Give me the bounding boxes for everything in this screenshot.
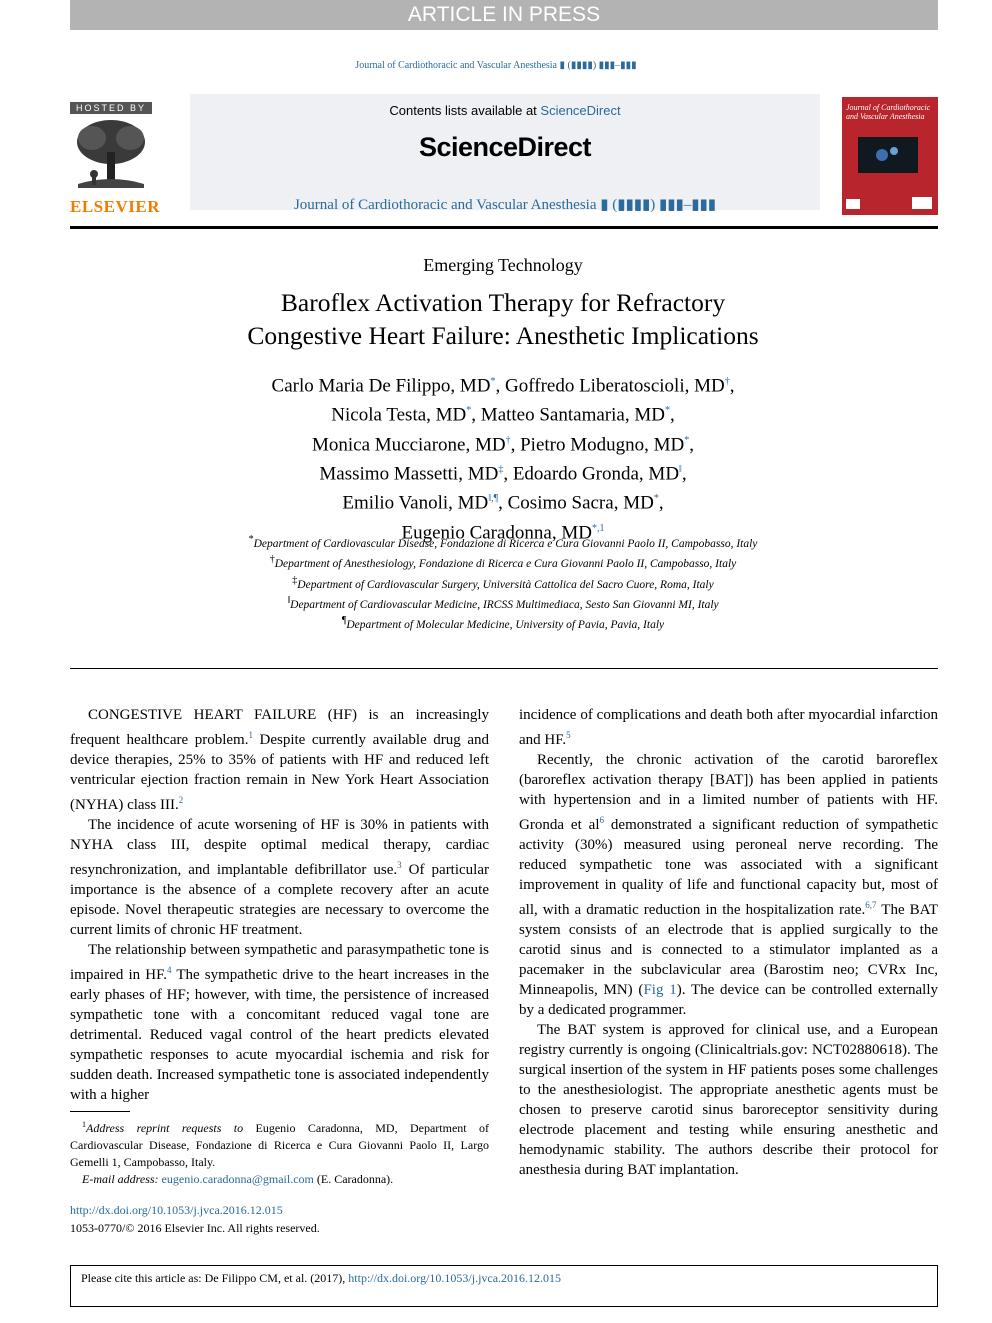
author-affil-mark[interactable]: ‖	[679, 463, 682, 475]
author-affil-mark[interactable]: *,1	[591, 522, 605, 534]
footnote-rule	[70, 1111, 130, 1112]
author-name: Edoardo Gronda, MD	[512, 463, 680, 485]
citation-box	[70, 1265, 938, 1307]
body-text: demonstrated a significant reduction of sympathetic activity (30%) measured using peroneal nerve recording. The reduced sympathetic tone was associated with a significant improvement in quality of life and functional capacity but, most of all, with a dramatic reduction in the hospitalization rate.	[519, 817, 938, 918]
affiliation-text: Department of Cardiovascular Surgery, Università Cattolica del Sacro Cuore, Roma, Italy	[297, 578, 714, 591]
body-paragraph	[70, 705, 489, 815]
author-name: Goffredo Liberatoscioli, MD	[505, 375, 725, 397]
citation-text	[81, 1271, 561, 1286]
body-text: The incidence of acute worsening of HF is 30% in patients with NYHA class III, despite optimal medical therapy, cardiac resynchronization, and implantable defibrillator use.	[70, 817, 489, 878]
sciencedirect-link[interactable]: ScienceDirect	[540, 103, 621, 118]
affiliation-mark: ‡	[292, 574, 298, 586]
author-line	[0, 457, 992, 486]
author-separator: ,	[498, 492, 508, 514]
header-rule	[70, 226, 938, 229]
sciencedirect-brand[interactable]: ScienceDirect	[418, 132, 592, 162]
email-suffix: (E. Caradonna).	[313, 1172, 394, 1186]
author-separator: ,	[729, 375, 735, 397]
cover-title: Journal of Cardiothoracic and Vascular Anesthesia	[846, 103, 931, 121]
author-separator: ,	[471, 404, 481, 426]
body-text: incidence of complications and death both after myocardial infarction and HF.	[519, 707, 938, 748]
journal-cover-image[interactable]	[842, 97, 938, 215]
author-affil-mark[interactable]: †	[724, 376, 730, 387]
author-line	[0, 428, 992, 457]
author-separator: ,	[503, 463, 513, 485]
citation-link[interactable]: 6,7	[865, 900, 877, 910]
author-name: Monica Mucciarone, MD	[311, 433, 506, 455]
email-label: E-mail address:	[82, 1172, 159, 1186]
author-separator: ,	[658, 492, 664, 514]
body-paragraph	[519, 705, 938, 750]
affiliation-mark: ¶	[341, 615, 347, 627]
title-line-1: Baroflex Activation Therapy for Refractory	[280, 288, 726, 317]
citation-prefix: Please cite this article as: De Filippo CM, et al. (2017),	[81, 1271, 349, 1285]
correspondence-footnote	[70, 1116, 489, 1188]
footnote-address-text: Eugenio Caradonna, MD, Department of Cardiovascular Disease, Fondazione di Ricerca e Cura Giovanni Paolo II, Largo Gemelli 1, Campobasso, Italy.	[70, 1121, 489, 1169]
author-affil-mark[interactable]: *	[684, 434, 690, 446]
citation-link[interactable]: 4	[166, 965, 172, 975]
citation-link[interactable]: 5	[566, 730, 571, 740]
affiliation-text: Department of Anesthesiology, Fondazione di Ricerca e Cura Giovanni Paolo II, Campobasso, Italy	[274, 558, 737, 571]
body-text: Of particular importance is the absence of a complete recovery after an acute episode. Novel therapeutic strategies are necessary to overcome the current limits of chronic HF treatment.	[70, 862, 489, 938]
body-text: ). The device can be controlled externally by a dedicated programmer.	[519, 982, 938, 1018]
footnote-mark: 1	[82, 1120, 86, 1129]
publisher-logo-block[interactable]	[70, 102, 160, 216]
author-affil-mark[interactable]: *	[490, 376, 496, 387]
doi-link[interactable]: http://dx.doi.org/10.1053/j.jvca.2016.12.015	[70, 1203, 283, 1217]
footnote-address	[70, 1116, 489, 1171]
body-text: The relationship between sympathetic and parasympathetic tone is impaired in HF.	[70, 942, 489, 983]
body-column-right	[519, 705, 938, 1180]
body-text: The sympathetic drive to the heart increases in the early phases of HF; however, with time, the persistence of increased sympathetic tone with a concomitant reduced vagal tone are detrimental. Reduced vagal control of the heart predicts elevated sympathetic responses to acute myocardial ischemia and risk for sudden death. Increased sympathetic tone is associated independently with a higher	[70, 967, 489, 1103]
author-separator: ,	[495, 375, 506, 397]
affiliation-item	[0, 573, 992, 593]
issn-copyright: 1053-0770/© 2016 Elsevier Inc. All rights reserved.	[70, 1221, 320, 1235]
affiliation-mark: †	[269, 554, 275, 566]
affiliation-text: Department of Cardiovascular Medicine, IRCSS Multimediaca, Sesto San Giovanni MI, Italy	[290, 598, 719, 611]
elsevier-wordmark: ELSEVIER	[70, 197, 160, 216]
affiliation-item	[0, 532, 992, 552]
title-line-2: Congestive Heart Failure: Anesthetic Implications	[247, 321, 759, 350]
affiliation-item	[0, 552, 992, 572]
hosted-by-label: HOSTED BY	[70, 102, 152, 114]
body-paragraph: The BAT system is approved for clinical use, and a European registry currently is ongoing (Clinicaltrials.gov: NCT02880618). The surgical insertion of the system in HF patients poses some challenges to the anesthesiologist. The appropriate anesthetic agents must be chosen to preserve carotid sinus baroreceptor sensitivity during electrode placement and testing while ensuring anesthetic and hemodynamic stability. The authors describe their protocol for anesthesia during BAT implantation.	[519, 1022, 938, 1178]
figure-link[interactable]: Fig 1	[643, 982, 677, 998]
affiliation-item	[0, 613, 992, 633]
affiliation-mark: ‖	[287, 594, 291, 606]
citation-link[interactable]: 3	[397, 860, 402, 870]
author-name: Matteo Santamaria, MD	[480, 404, 665, 426]
citation-doi-link[interactable]: http://dx.doi.org/10.1053/j.jvca.2016.12.015	[348, 1271, 562, 1285]
contents-line	[190, 103, 820, 118]
article-category: Emerging Technology	[423, 255, 583, 275]
body-paragraph	[70, 815, 489, 940]
cover-graphic-icon	[842, 97, 938, 215]
author-name: Massimo Massetti, MD	[319, 463, 499, 485]
affiliation-text: Department of Molecular Medicine, University of Pavia, Pavia, Italy	[346, 619, 665, 632]
affiliation-item	[0, 593, 992, 613]
author-affil-mark[interactable]: †	[505, 434, 511, 446]
author-separator: ,	[689, 433, 695, 455]
author-line	[0, 486, 992, 515]
author-list	[0, 369, 992, 545]
email-link[interactable]: eugenio.caradonna@gmail.com	[161, 1172, 314, 1186]
author-affil-mark[interactable]: ‡	[498, 463, 504, 475]
body-paragraph	[519, 750, 938, 1020]
author-line	[0, 398, 992, 427]
body-paragraph	[70, 940, 489, 1105]
author-name: Eugenio Caradonna, MD	[401, 521, 592, 543]
affiliation-text: Department of Cardiovascular Disease, Fondazione di Ricerca e Cura Giovanni Paolo II, Campobasso, Italy	[253, 537, 758, 550]
elsevier-tree-logo-icon	[70, 114, 152, 190]
author-affil-mark[interactable]: ‖,¶	[488, 493, 499, 505]
body-text: Recently, the chronic activation of the carotid baroreflex (baroreflex activation therapy [BAT]) has been applied in patients with hypertension and in a limited number of patients with HF. Gronda et al	[519, 752, 938, 833]
footnote-label: Address reprint requests to	[86, 1121, 244, 1135]
author-name: Carlo Maria De Filippo, MD	[271, 375, 491, 397]
citation-link[interactable]: 1	[248, 730, 253, 740]
body-text: The BAT system consists of an electrode that is applied surgically to the carotid sinus and is connected to a stimulator implanted as a pacemaker in the subclavicular area (Barostim neo; CVRx Inc, Minneapolis, MN) (	[519, 902, 938, 998]
section-rule	[70, 668, 938, 669]
body-text: CONGESTIVE HEART FAILURE (HF) is an increasingly frequent healthcare problem.	[70, 707, 489, 748]
affiliation-list	[0, 532, 992, 634]
contents-prefix: Contents lists available at	[389, 103, 541, 118]
journal-reference-top[interactable]: Journal of Cardiothoracic and Vascular Anesthesia ▮ (▮▮▮▮) ▮▮▮–▮▮▮	[355, 60, 637, 71]
affiliation-mark: *	[248, 534, 254, 545]
footnote-email	[70, 1171, 489, 1188]
author-affil-mark[interactable]: *	[466, 405, 472, 417]
journal-header-box	[190, 94, 820, 213]
article-title	[0, 286, 992, 352]
author-name: Nicola Testa, MD	[331, 404, 467, 426]
article-in-press-banner: ARTICLE IN PRESS	[70, 0, 938, 30]
citation-link[interactable]: 6	[599, 815, 604, 825]
body-text: Despite currently available drug and device therapies, 25% to 35% of patients with HF and reduced left ventricular ejection fraction remain in New York Heart Association (NYHA) class III.	[70, 732, 489, 813]
author-name: Pietro Modugno, MD	[520, 433, 685, 455]
author-affil-mark[interactable]: *	[664, 405, 670, 417]
author-separator: ,	[510, 433, 521, 455]
author-name: Cosimo Sacra, MD	[507, 492, 654, 514]
author-separator: ,	[681, 463, 687, 485]
citation-link[interactable]: 2	[178, 795, 184, 805]
journal-reference-link[interactable]: Journal of Cardiothoracic and Vascular Anesthesia ▮ (▮▮▮▮) ▮▮▮–▮▮▮	[293, 197, 717, 213]
author-affil-mark[interactable]: *	[653, 493, 659, 505]
body-column-left	[70, 705, 489, 1105]
author-line	[0, 369, 992, 398]
author-separator: ,	[669, 404, 675, 426]
author-name: Emilio Vanoli, MD	[342, 492, 489, 514]
